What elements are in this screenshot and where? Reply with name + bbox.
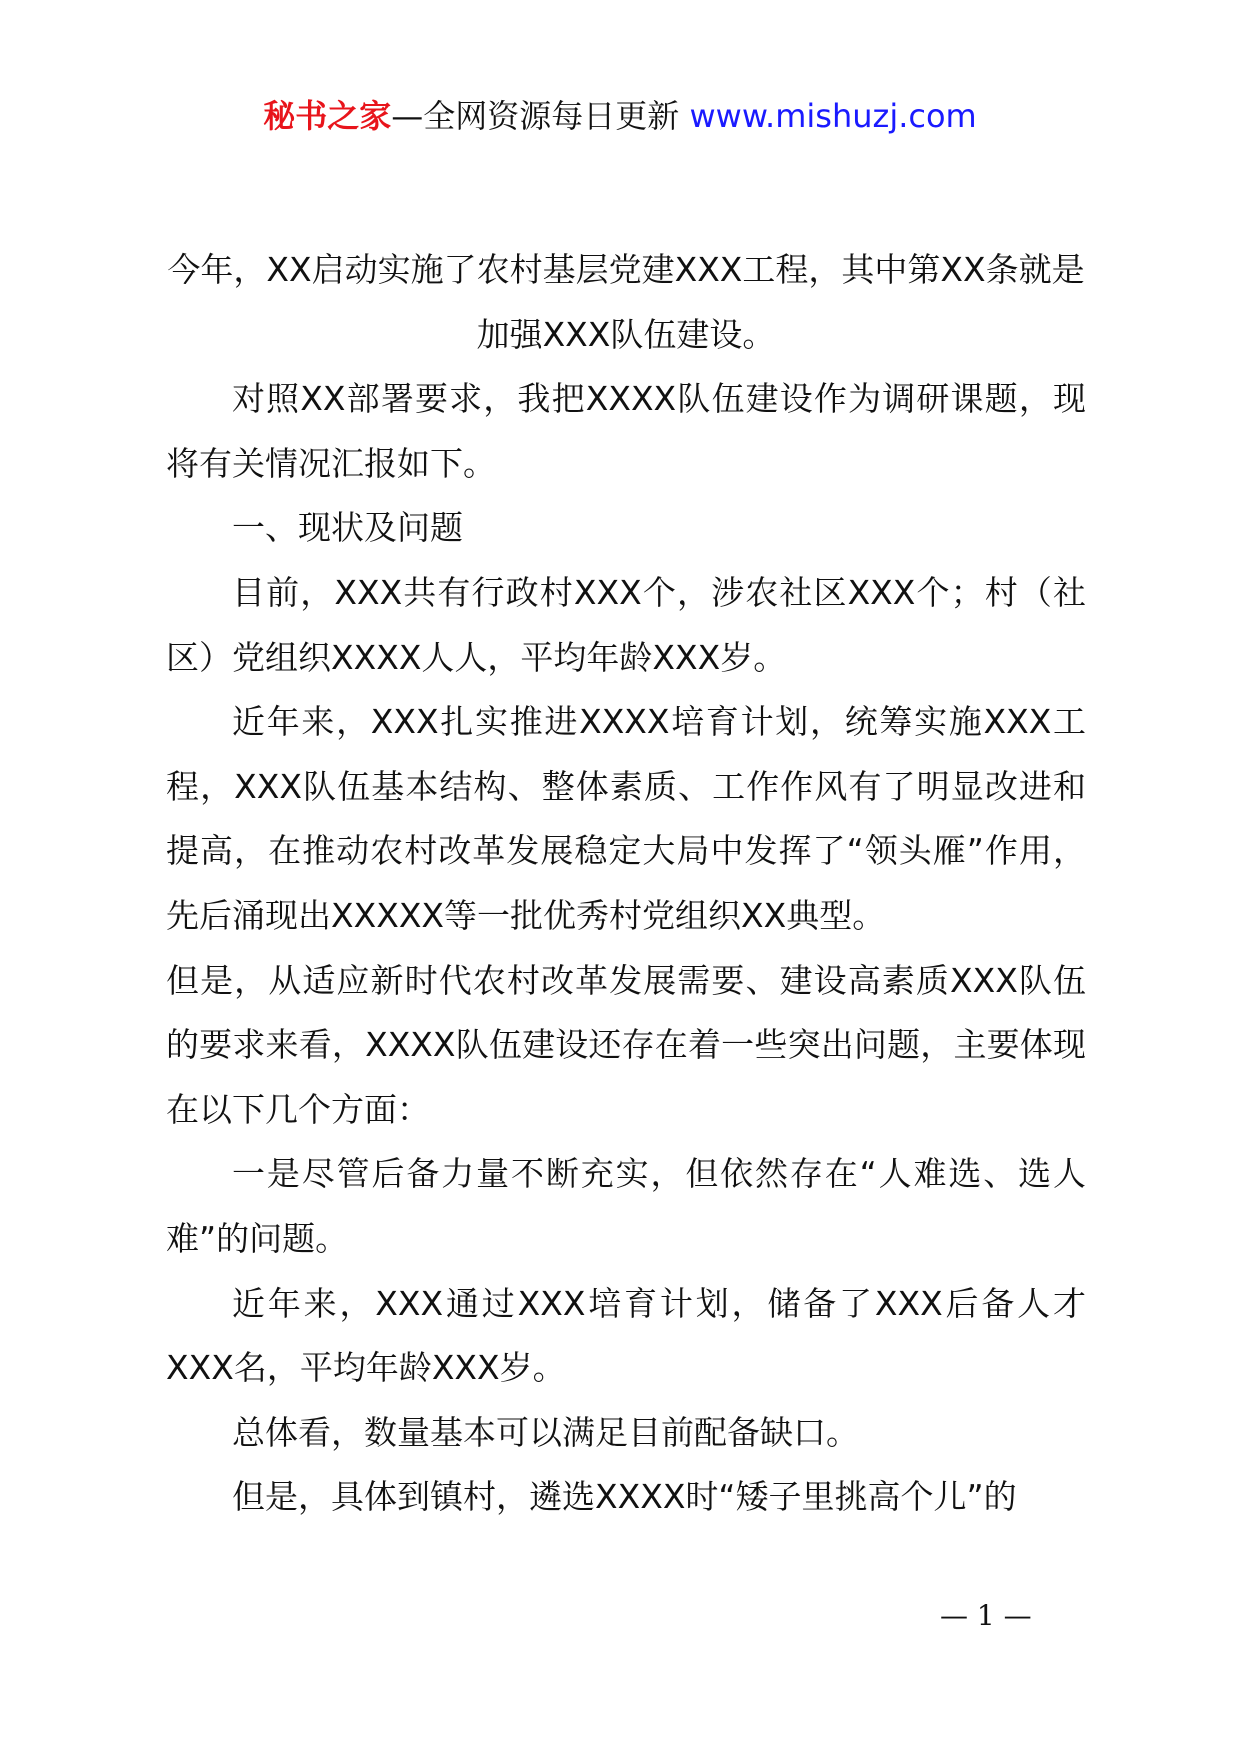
site-banner [0, 96, 1240, 136]
body-paragraph: 目前，XXX共有行政村XXX个，涉农社区XXX个；村（社区）党组织XXXX人人，平均年龄XXX岁。 [166, 572, 1086, 677]
brand-name: 秘书之家 [263, 97, 392, 135]
body-paragraph: 但是，具体到镇村，遴选XXXX时“矮子里挑高个儿”的 [232, 1477, 1017, 1517]
body-paragraph: 一是尽管后备力量不断充实，但依然存在“人难选、选人难”的问题。 [166, 1154, 1086, 1258]
body-paragraph: 对照XX部署要求，我把XXXX队伍建设作为调研课题，现将有关情况汇报如下。 [166, 379, 1086, 483]
body-paragraph: 近年来，XXX扎实推进XXXX培育计划，统筹实施XXX工程，XXX队伍基本结构、整体素质、工作作风有了明显改进和提高，在推动农村改革发展稳定大局中发挥了“领头雁”作用，先后涌现出XXXXX等一批优秀村党组织XX典型。 [166, 702, 1086, 935]
site-url[interactable]: www.mishuzj.com [689, 97, 977, 135]
document-body [166, 238, 1086, 1530]
intro-paragraph: 今年，XX启动实施了农村基层党建XXX工程，其中第XX条就是加强XXX队伍建设。 [167, 250, 1085, 354]
section-heading: 一、现状及问题 [232, 508, 463, 548]
banner-slogan: —全网资源每日更新 [391, 97, 680, 135]
body-paragraph: 近年来，XXX通过XXX培育计划，储备了XXX后备人才XXX名，平均年龄XXX岁。 [166, 1283, 1086, 1388]
page-number: — 1 — [940, 1599, 1032, 1632]
body-paragraph: 但是，从适应新时代农村改革发展需要、建设高素质XXX队伍的要求来看，XXXX队伍建设还存在着一些突出问题，主要体现在以下几个方面： [166, 960, 1086, 1129]
body-paragraph: 总体看，数量基本可以满足目前配备缺口。 [232, 1412, 859, 1452]
